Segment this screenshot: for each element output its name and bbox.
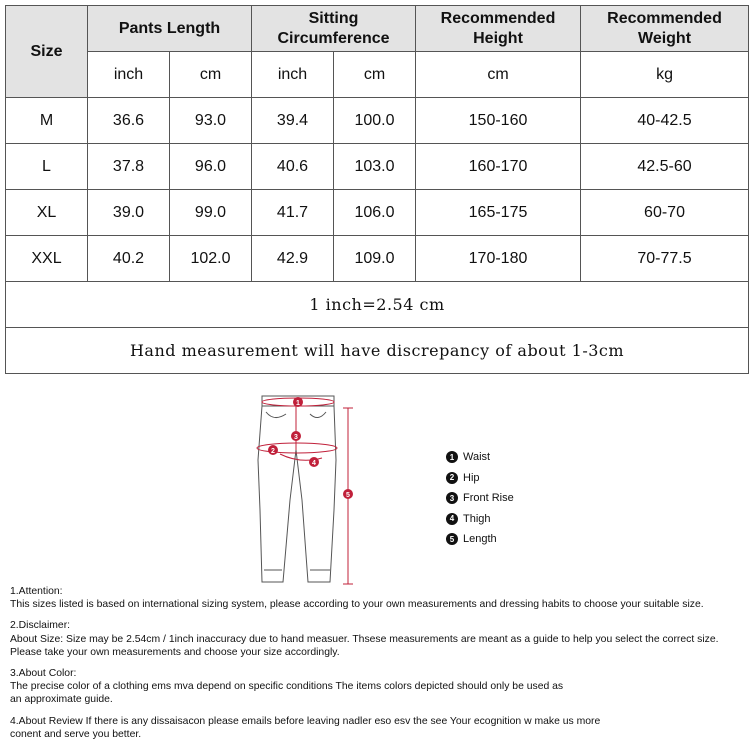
unit-cell: kg [581, 52, 749, 98]
legend-label: Hip [463, 471, 480, 484]
attention-text: This sizes listed is based on international sizing system, please according to your own measurements and dressing habits to choose your suitable size. [10, 599, 704, 611]
table-cell: 99.0 [170, 190, 252, 236]
header-size: Size [6, 6, 88, 98]
marker-1: 1 [296, 400, 300, 407]
header-recommended-weight: Recommended Weight [581, 6, 749, 52]
table-cell: 40.6 [252, 144, 334, 190]
marker-5: 5 [346, 492, 350, 499]
pants-measurement-diagram [250, 390, 370, 590]
measurement-legend [446, 447, 514, 550]
header-recommended-height: Recommended Height [416, 6, 581, 52]
legend-number-icon: 4 [446, 513, 458, 525]
size-cell: L [6, 144, 88, 190]
legend-item [446, 488, 514, 509]
table-cell: 36.6 [88, 98, 170, 144]
marker-3: 3 [294, 434, 298, 441]
legend-number-icon: 3 [446, 492, 458, 504]
review-text: 4.About Review If there is any dissaisacon please emails before leaving nadler eso esv the see Your ecognition w make us more conent and serve you better. [10, 715, 601, 740]
disclaimer-text: About Size: Size may be 2.54cm / 1inch inaccuracy due to hand measuer. Thsese measurements are meant as a guide to help you select the correct size. Please take your own measurements and choose your size accordingly. [10, 633, 719, 658]
table-cell: 70-77.5 [581, 236, 749, 282]
unit-cell: inch [88, 52, 170, 98]
table-cell: 39.0 [88, 190, 170, 236]
legend-number-icon: 5 [446, 533, 458, 545]
legend-item [446, 447, 514, 468]
attention-title: 1.Attention: [10, 586, 63, 597]
table-cell: 93.0 [170, 98, 252, 144]
unit-cell: cm [334, 52, 416, 98]
size-chart-table [5, 5, 749, 374]
table-cell: 42.9 [252, 236, 334, 282]
table-cell: 42.5-60 [581, 144, 749, 190]
legend-item [446, 468, 514, 489]
legend-item [446, 509, 514, 530]
table-row [6, 190, 749, 236]
legend-number-icon: 2 [446, 472, 458, 484]
table-cell: 39.4 [252, 98, 334, 144]
notes-section [10, 585, 748, 741]
header-pants-length: Pants Length [88, 6, 252, 52]
table-row [6, 144, 749, 190]
legend-label: Length [463, 533, 497, 546]
size-cell: XL [6, 190, 88, 236]
table-cell: 170-180 [416, 236, 581, 282]
legend-label: Waist [463, 451, 491, 464]
table-cell: 96.0 [170, 144, 252, 190]
unit-cell: inch [252, 52, 334, 98]
unit-cell: cm [416, 52, 581, 98]
discrepancy-note: Hand measurement will have discrepancy of about 1-3cm [6, 328, 749, 374]
table-cell: 106.0 [334, 190, 416, 236]
table-cell: 100.0 [334, 98, 416, 144]
header-sitting-circumference: Sitting Circumference [252, 6, 416, 52]
legend-label: Thigh [463, 512, 491, 525]
marker-4: 4 [312, 460, 316, 467]
color-text: The precise color of a clothing ems mva depend on specific conditions The items colors depicted should only be used as an approximate guide. [10, 681, 564, 706]
size-cell: M [6, 98, 88, 144]
table-cell: 102.0 [170, 236, 252, 282]
table-cell: 40-42.5 [581, 98, 749, 144]
legend-label: Front Rise [463, 492, 514, 505]
marker-2: 2 [271, 448, 275, 455]
table-cell: 109.0 [334, 236, 416, 282]
measurement-markers [268, 397, 353, 499]
legend-number-icon: 1 [446, 451, 458, 463]
table-cell: 165-175 [416, 190, 581, 236]
table-cell: 37.8 [88, 144, 170, 190]
size-cell: XXL [6, 236, 88, 282]
legend-item [446, 529, 514, 550]
color-title: 3.About Color: [10, 668, 77, 680]
disclaimer-title: 2.Disclaimer: [10, 620, 71, 632]
table-cell: 103.0 [334, 144, 416, 190]
table-cell: 60-70 [581, 190, 749, 236]
table-cell: 40.2 [88, 236, 170, 282]
unit-cell: cm [170, 52, 252, 98]
table-row [6, 98, 749, 144]
table-cell: 150-160 [416, 98, 581, 144]
table-cell: 41.7 [252, 190, 334, 236]
table-cell: 160-170 [416, 144, 581, 190]
conversion-note: 1 inch=2.54 cm [6, 282, 749, 328]
table-row [6, 236, 749, 282]
